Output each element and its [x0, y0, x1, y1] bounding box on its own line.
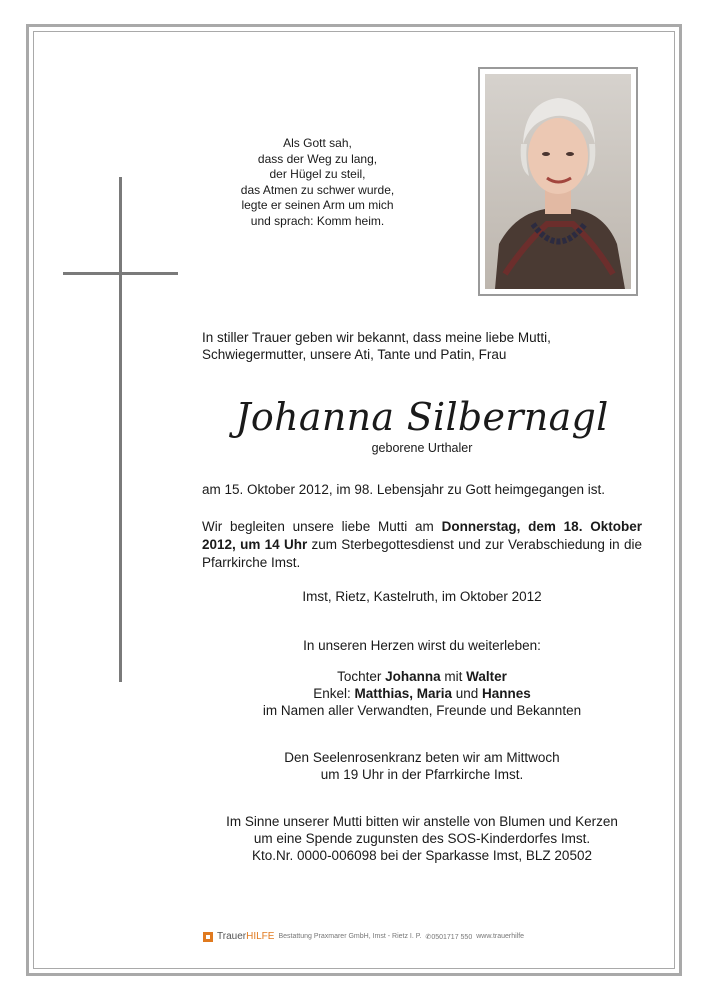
footer	[203, 931, 533, 942]
donation-line: Im Sinne unserer Mutti bitten wir anstelle von Blumen und Kerzen	[226, 814, 618, 829]
family-line-others: im Namen aller Verwandten, Freunde und Bekannten	[262, 703, 582, 718]
place-date: Imst, Rietz, Kastelruth, im Oktober 2012	[302, 589, 542, 604]
logo-part: Trauer	[217, 931, 247, 942]
poem-line: legte er seinen Arm um mich	[241, 198, 394, 212]
rosary-line: Den Seelenrosenkranz beten wir am Mittwoch	[284, 750, 560, 765]
poem-line: dass der Weg zu lang,	[257, 151, 378, 166]
intro-text: In stiller Trauer geben wir bekannt, dass meine liebe Mutti, Schwiegermutter, unsere Ati, Tante und Patin, Frau	[202, 330, 551, 362]
label: Tochter	[337, 669, 386, 684]
portrait-photo	[478, 67, 638, 296]
poem-line: der Hügel zu steil,	[269, 167, 366, 181]
poem-line: das Atmen zu schwer wurde,	[240, 182, 395, 197]
poem-line: Als Gott sah,	[283, 136, 352, 150]
portrait-image	[485, 74, 631, 289]
footer-logo	[217, 931, 274, 942]
family-name: Hannes	[482, 686, 531, 701]
family-line-daughter	[202, 668, 642, 685]
funeral-text	[202, 518, 642, 572]
family-name: Matthias, Maria	[354, 686, 452, 701]
poem	[225, 136, 410, 229]
hearts-text: In unseren Herzen wirst du weiterleben:	[303, 638, 541, 653]
funeral-text-post: zum Sterbegottesdienst und zur Verabschiedung in die Pfarrkirche Imst.	[202, 537, 642, 570]
rosary-text	[202, 749, 642, 783]
family-name: Johanna	[385, 669, 441, 684]
label: Enkel:	[313, 686, 355, 701]
family-list	[202, 668, 642, 719]
funeral-text-pre: Wir begleiten unsere liebe Mutti am	[202, 519, 442, 534]
donation-text	[202, 813, 642, 864]
donation-line: Kto.Nr. 0000-006098 bei der Sparkasse Imst, BLZ 20502	[252, 848, 592, 863]
maiden-name: geborene Urthaler	[371, 441, 473, 455]
cross-horizontal	[63, 272, 178, 275]
label: und	[452, 686, 483, 701]
footer-link[interactable]: www.trauerhilfe	[476, 933, 525, 940]
family-name: Walter	[466, 669, 507, 684]
rosary-line: um 19 Uhr in der Pfarrkirche Imst.	[320, 767, 524, 782]
footer-company: Bestattung Praxmarer GmbH, Imst - Rietz I. P.	[278, 933, 422, 940]
poem-line: und sprach: Komm heim.	[250, 213, 385, 228]
cross-vertical	[119, 177, 122, 682]
logo-part: HILFE	[246, 931, 275, 942]
funeral-date: Donnerstag, dem 18. Oktober 2012, um 14 Uhr	[202, 519, 642, 552]
footer-phone: ✆0501717 550	[425, 933, 473, 941]
passed-text: am 15. Oktober 2012, im 98. Lebensjahr zu Gott heimgegangen ist.	[202, 482, 605, 497]
label: mit	[440, 669, 467, 684]
family-line-grandchildren	[202, 685, 642, 702]
donation-line: um eine Spende zugunsten des SOS-Kinderdorfes Imst.	[253, 831, 591, 846]
trauerhilfe-logo-icon	[203, 932, 213, 942]
deceased-name: Johanna Silbernagl	[235, 395, 609, 439]
